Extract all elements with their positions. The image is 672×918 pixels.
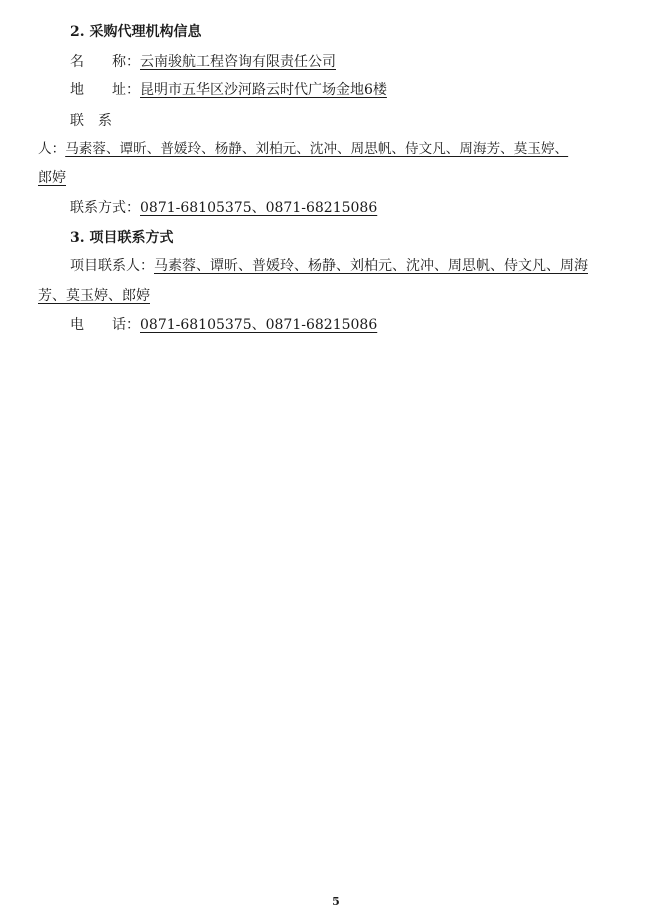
agency-contact-row	[38, 139, 568, 159]
agency-contact-label: 联 系	[70, 113, 112, 129]
agency-phone-row	[70, 198, 377, 218]
page-number: 5	[332, 895, 340, 908]
project-contact-row	[70, 256, 588, 276]
project-phone-row	[70, 315, 377, 335]
agency-address-value: 昆明市五华区沙河路云时代广场金地6楼	[140, 82, 387, 98]
project-phone-label: 电 话：	[70, 317, 140, 333]
project-contact-value-cont: 芳、莫玉婷、郎婷	[38, 288, 150, 304]
project-phone-value: 0871-68105375、0871-68215086	[140, 317, 378, 333]
project-contact-continuation	[38, 286, 150, 306]
project-contact-label: 项目联系人：	[70, 258, 154, 274]
agency-contact-continuation	[38, 168, 66, 188]
agency-name-label: 名 称：	[70, 54, 140, 70]
project-heading: 3. 项目联系方式	[70, 230, 174, 246]
agency-contact-label-tail: 人：	[38, 141, 66, 157]
agency-contact-value: 马素蓉、谭昕、普媛玲、杨静、刘柏元、沈冲、周思帆、侍文凡、周海芳、莫玉婷、	[65, 141, 569, 157]
project-contact-value: 马素蓉、谭昕、普媛玲、杨静、刘柏元、沈冲、周思帆、侍文凡、周海	[154, 258, 588, 274]
agency-contact-value-cont: 郎婷	[38, 170, 66, 186]
agency-name-row	[70, 52, 336, 72]
agency-heading: 2. 采购代理机构信息	[70, 24, 202, 40]
agency-address-label: 地 址：	[70, 82, 140, 98]
agency-address-row	[70, 80, 387, 100]
agency-phone-label: 联系方式：	[70, 200, 140, 216]
agency-name-value: 云南骏航工程咨询有限责任公司	[140, 54, 336, 70]
agency-phone-value: 0871-68105375、0871-68215086	[140, 200, 378, 216]
